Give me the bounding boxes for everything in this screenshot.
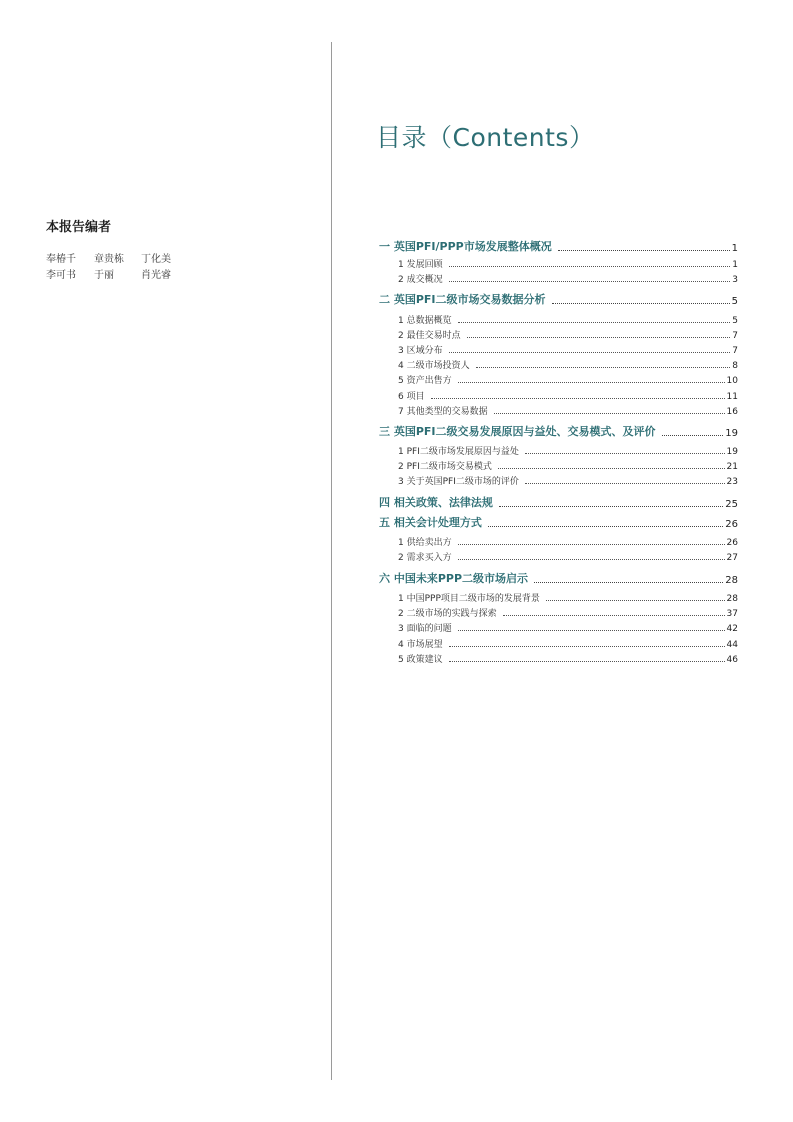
toc-leader-dots — [499, 505, 723, 507]
toc-page-number: 10 — [726, 376, 738, 386]
toc-entry-label: 一 英国PFI/PPP市场发展整体概况 — [379, 240, 552, 253]
editor-name: 丁化美 — [141, 254, 171, 265]
toc-subsection-entry[interactable] — [398, 591, 738, 604]
toc-leader-dots — [503, 614, 725, 616]
toc-entry-label: 1 发展回顾 — [398, 260, 443, 270]
toc-leader-dots — [662, 434, 724, 436]
page-divider — [331, 42, 332, 1080]
toc-entry-label: 2 成交概况 — [398, 275, 443, 285]
toc-section-entry[interactable] — [379, 238, 738, 254]
toc-subsection-entry[interactable] — [398, 343, 738, 356]
toc-leader-dots — [449, 660, 725, 662]
toc-title: 目录（Contents） — [376, 123, 595, 152]
toc-page-number: 19 — [726, 447, 738, 457]
toc-leader-dots — [476, 366, 731, 368]
toc-leader-dots — [431, 397, 725, 399]
toc-leader-dots — [449, 351, 731, 353]
editor-name: 章贵栋 — [94, 254, 124, 265]
toc-leader-dots — [458, 558, 725, 560]
toc-entry-label: 6 项目 — [398, 392, 425, 402]
toc-leader-dots — [449, 265, 731, 267]
toc-page-number: 28 — [725, 575, 738, 586]
toc-subsection-entry[interactable] — [398, 606, 738, 619]
toc-leader-dots — [449, 645, 725, 647]
toc-subsection-entry[interactable] — [398, 550, 738, 563]
toc-leader-dots — [552, 302, 730, 304]
toc-entry-label: 1 中国PPP项目二级市场的发展背景 — [398, 594, 540, 604]
toc-page-number: 28 — [726, 594, 738, 604]
toc-leader-dots — [458, 381, 725, 383]
toc-entry-label: 3 关于英国PFI二级市场的评价 — [398, 477, 519, 487]
toc-page-number: 5 — [732, 316, 738, 326]
toc-entry-label: 1 总数据概览 — [398, 316, 452, 326]
toc-leader-dots — [449, 280, 731, 282]
toc-entry-label: 2 需求买入方 — [398, 553, 452, 563]
toc-entry-label: 六 中国未来PPP二级市场启示 — [379, 572, 529, 585]
editor-name: 肖光睿 — [141, 270, 171, 281]
toc-entry-label: 四 相关政策、法律法规 — [379, 496, 493, 509]
toc-page-number: 5 — [731, 296, 738, 307]
toc-page-number: 37 — [726, 609, 738, 619]
toc-page-number: 23 — [726, 477, 738, 487]
toc-page-number: 11 — [726, 392, 738, 402]
toc-entry-label: 2 二级市场的实践与探索 — [398, 609, 497, 619]
toc-leader-dots — [458, 629, 725, 631]
toc-page-number: 21 — [726, 462, 738, 472]
toc-entry-label: 5 政策建议 — [398, 655, 443, 665]
toc-entry-label: 4 二级市场投资人 — [398, 361, 470, 371]
toc-page-number: 7 — [732, 331, 738, 341]
toc-subsection-entry[interactable] — [398, 389, 738, 402]
toc-page-number: 8 — [732, 361, 738, 371]
toc-page-number: 44 — [726, 640, 738, 650]
toc-page-number: 26 — [725, 519, 738, 530]
toc-leader-dots — [488, 525, 723, 527]
toc-subsection-entry[interactable] — [398, 257, 738, 270]
toc-subsection-entry[interactable] — [398, 474, 738, 487]
editors-title: 本报告编者 — [46, 220, 112, 235]
toc-page-number: 42 — [726, 624, 738, 634]
toc-entry-label: 2 PFI二级市场交易模式 — [398, 462, 492, 472]
toc-subsection-entry[interactable] — [398, 328, 738, 341]
toc-subsection-entry[interactable] — [398, 313, 738, 326]
toc-section-entry[interactable] — [379, 494, 738, 510]
toc-entry-label: 5 资产出售方 — [398, 376, 452, 386]
toc-leader-dots — [494, 412, 725, 414]
toc-subsection-entry[interactable] — [398, 637, 738, 650]
toc-subsection-entry[interactable] — [398, 459, 738, 472]
toc-leader-dots — [458, 321, 731, 323]
toc-page-number: 25 — [725, 499, 738, 510]
toc-subsection-entry[interactable] — [398, 404, 738, 417]
toc-entry-label: 五 相关会计处理方式 — [379, 516, 482, 529]
toc-page-number: 1 — [732, 260, 738, 270]
toc-page-number: 19 — [725, 428, 738, 439]
toc-section-entry[interactable] — [379, 291, 738, 307]
toc-subsection-entry[interactable] — [398, 358, 738, 371]
toc-subsection-entry[interactable] — [398, 272, 738, 285]
toc-entry-label: 1 PFI二级市场发展原因与益处 — [398, 447, 519, 457]
toc-page-number: 46 — [726, 655, 738, 665]
toc-leader-dots — [558, 249, 730, 251]
toc-entry-label: 7 其他类型的交易数据 — [398, 407, 488, 417]
toc-leader-dots — [534, 581, 723, 583]
toc-entry-label: 二 英国PFI二级市场交易数据分析 — [379, 293, 546, 306]
toc-section-entry[interactable] — [379, 570, 738, 586]
toc-entry-label: 3 面临的问题 — [398, 624, 452, 634]
toc-page-number: 16 — [726, 407, 738, 417]
editor-name: 奉椿千 — [46, 254, 76, 265]
toc-page-number: 1 — [731, 243, 738, 254]
toc-subsection-entry[interactable] — [398, 621, 738, 634]
toc-entry-label: 三 英国PFI二级交易发展原因与益处、交易模式、及评价 — [379, 425, 656, 438]
toc-subsection-entry[interactable] — [398, 535, 738, 548]
toc-leader-dots — [546, 599, 725, 601]
toc-section-entry[interactable] — [379, 514, 738, 530]
toc-entry-label: 3 区域分布 — [398, 346, 443, 356]
toc-section-entry[interactable] — [379, 423, 738, 439]
toc-entry-label: 4 市场展望 — [398, 640, 443, 650]
editor-name: 李可书 — [46, 270, 76, 281]
toc-subsection-entry[interactable] — [398, 652, 738, 665]
toc-page-number: 7 — [732, 346, 738, 356]
toc-leader-dots — [467, 336, 731, 338]
toc-leader-dots — [525, 482, 725, 484]
toc-leader-dots — [458, 543, 725, 545]
toc-leader-dots — [525, 452, 725, 454]
toc-entry-label: 1 供给卖出方 — [398, 538, 452, 548]
toc-page-number: 3 — [732, 275, 738, 285]
toc-page-number: 27 — [726, 553, 738, 563]
toc-subsection-entry[interactable] — [398, 444, 738, 457]
editor-name: 于丽 — [94, 270, 114, 281]
toc-leader-dots — [498, 467, 725, 469]
toc-subsection-entry[interactable] — [398, 373, 738, 386]
toc-page-number: 26 — [726, 538, 738, 548]
toc-entry-label: 2 最佳交易时点 — [398, 331, 461, 341]
